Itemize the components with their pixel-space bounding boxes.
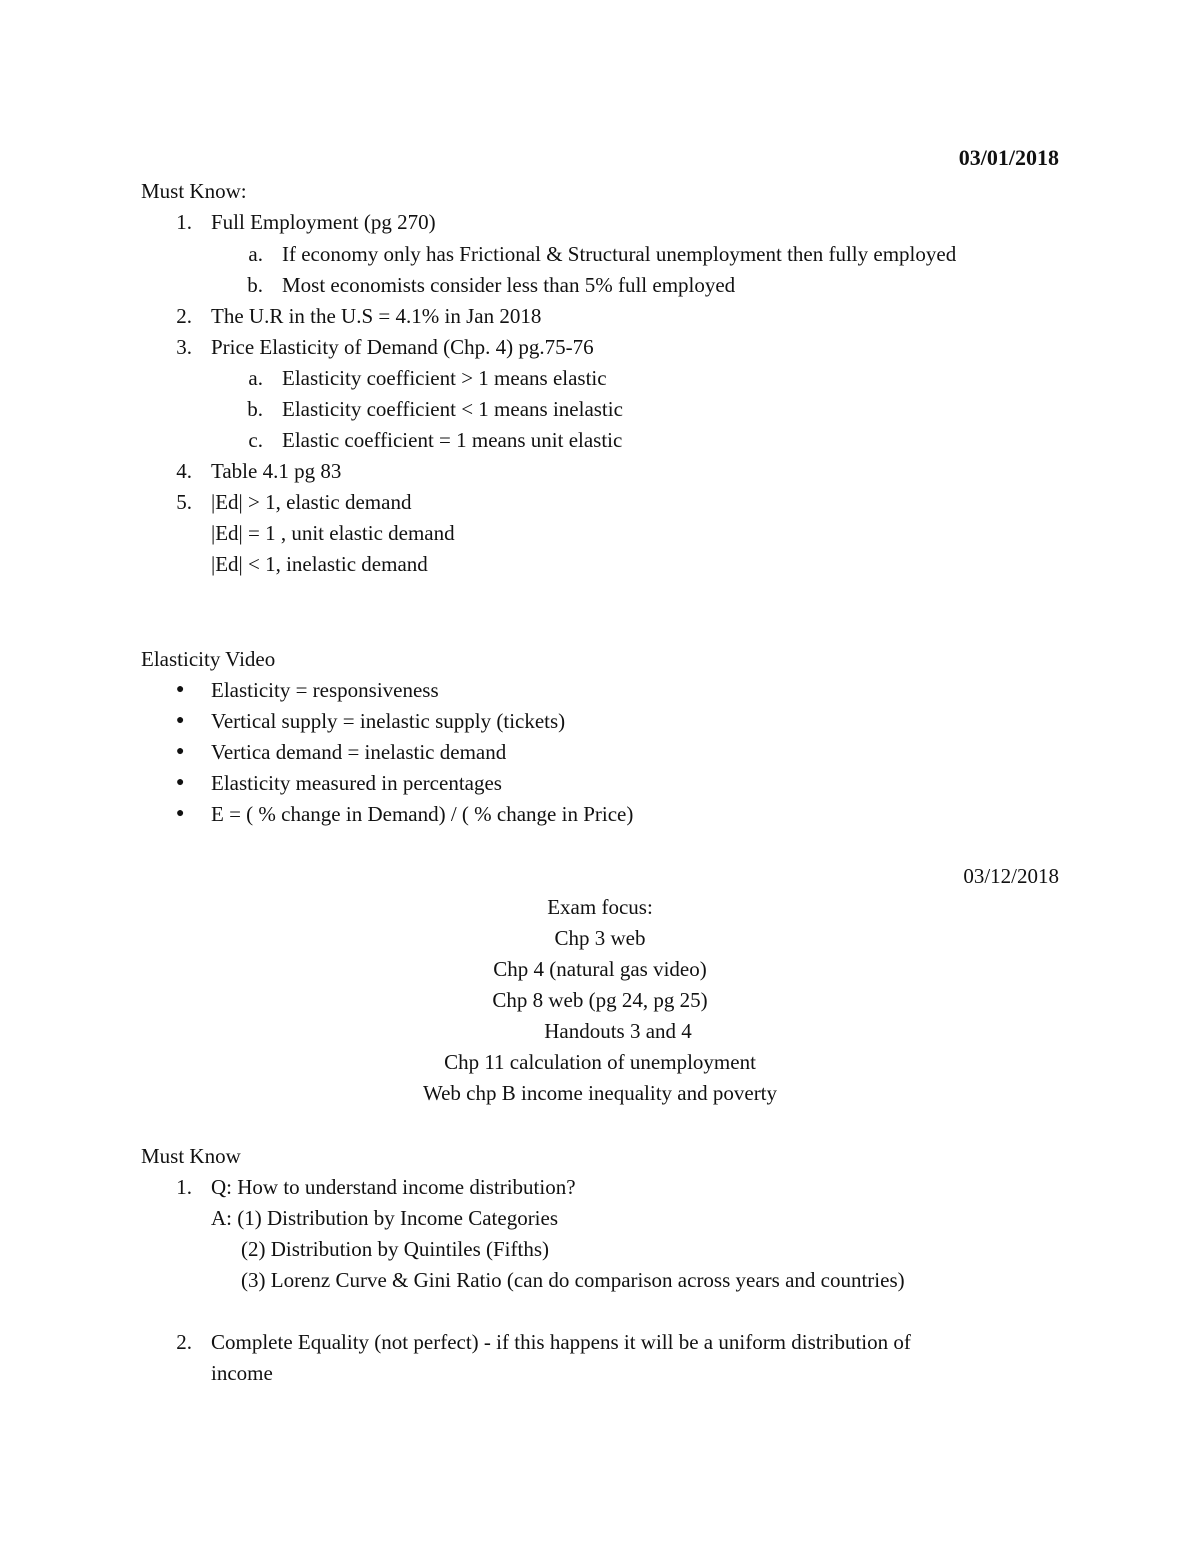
list-item: |Ed| = 1 , unit elastic demand [211,521,455,545]
list-item: Full Employment (pg 270) [211,210,436,234]
date-heading: 03/01/2018 [958,145,1059,170]
bullet-item: Vertical supply = inelastic supply (tickets) [211,709,566,733]
list-item: The U.R in the U.S = 4.1% in Jan 2018 [211,304,542,328]
list-letter: c. [248,428,263,452]
list-item: Table 4.1 pg 83 [211,459,342,483]
list-letter: b. [247,397,263,421]
exam-focus-item: Handouts 3 and 4 [544,1019,692,1043]
list-item: Elasticity coefficient < 1 means inelastic [282,397,623,421]
bullet-item: Vertica demand = inelastic demand [211,740,507,764]
list-letter: a. [248,242,263,266]
bullet-icon: ● [176,682,185,697]
exam-focus-heading: Exam focus: [547,895,653,919]
list-number: 1. [176,210,192,234]
bullet-item: Elasticity = responsiveness [211,678,439,702]
list-item: |Ed| > 1, elastic demand [211,490,412,514]
list-item: Price Elasticity of Demand (Chp. 4) pg.75-76 [211,335,594,359]
bullet-icon: ● [176,744,185,759]
list-item: If economy only has Frictional & Structural unemployment then fully employed [282,242,957,266]
exam-focus-item: Chp 3 web [554,926,646,950]
bullet-icon: ● [176,806,185,821]
exam-focus-item: Chp 11 calculation of unemployment [444,1050,756,1074]
list-letter: a. [248,366,263,390]
list-number: 5. [176,490,192,514]
must-know-heading: Must Know: [141,179,247,203]
list-item: income [211,1361,273,1385]
exam-focus-item: Chp 4 (natural gas video) [493,957,707,981]
list-item: Q: How to understand income distribution? [211,1175,576,1199]
list-number: 2. [176,304,192,328]
bullet-icon: ● [176,713,185,728]
list-item: Elastic coefficient = 1 means unit elastic [282,428,623,452]
list-letter: b. [247,273,263,297]
list-number: 1. [176,1175,192,1199]
list-item: A: (1) Distribution by Income Categories [211,1206,559,1230]
must-know-heading-2: Must Know [141,1144,241,1168]
elasticity-video-heading: Elasticity Video [141,647,276,671]
bullet-item: E = ( % change in Demand) / ( % change in Price) [211,802,634,826]
list-number: 4. [176,459,192,483]
list-item: |Ed| < 1, inelastic demand [211,552,428,576]
list-item: Most economists consider less than 5% full employed [282,273,736,297]
list-item: (2) Distribution by Quintiles (Fifths) [241,1237,549,1261]
date-heading-2: 03/12/2018 [963,864,1059,888]
exam-focus-item: Web chp B income inequality and poverty [422,1081,778,1105]
list-item: (3) Lorenz Curve & Gini Ratio (can do comparison across years and countries) [241,1268,905,1292]
list-item: Complete Equality (not perfect) - if this happens it will be a uniform distribution of [211,1330,911,1354]
bullet-icon: ● [176,775,185,790]
exam-focus-item: Chp 8 web (pg 24, pg 25) [492,988,708,1012]
list-number: 2. [176,1330,192,1354]
bullet-item: Elasticity measured in percentages [211,771,502,795]
list-number: 3. [176,335,192,359]
list-item: Elasticity coefficient > 1 means elastic [282,366,607,390]
